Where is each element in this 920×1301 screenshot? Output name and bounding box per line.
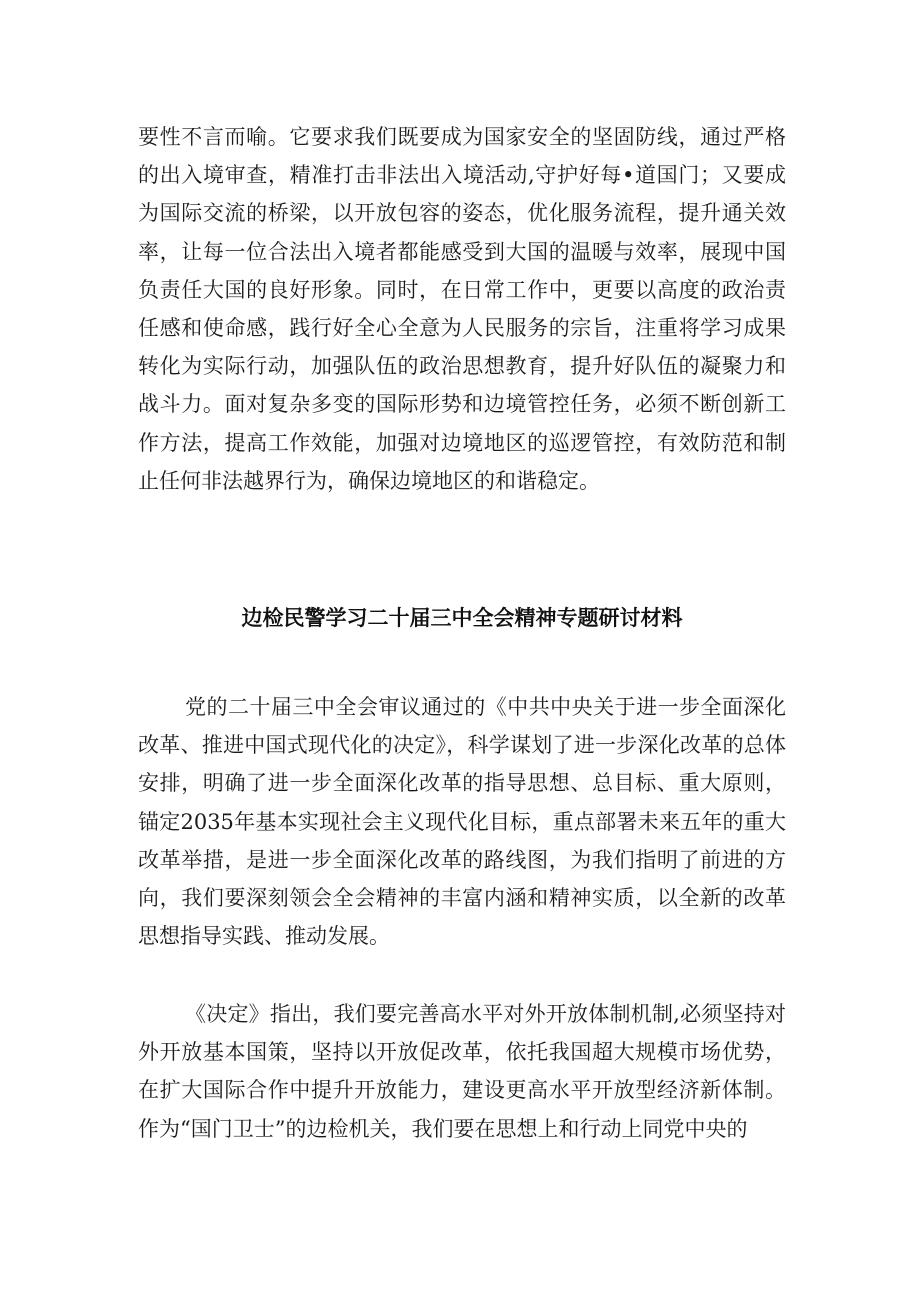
body-paragraph-1: 党的二十届三中全会审议通过的《中共中央关于进一步全面深化改革、推进中国式现代化的决定》，科学谋划了进一步深化改革的总体安排，明确了进一步全面深化改革的指导思想、总目标、重大原则，锚定2035年基本实现社会主义现代化目标，重点部署未来五年的重大改革举措，是进一步全面深化改革的路线图，为我们指明了前进的方向，我们要深刻领会全会精神的丰富内涵和精神实质，以全新的改革思想指导实践、推动发展。 (138, 695, 786, 949)
section-title: 边检民警学习二十届三中全会精神专题研讨材料 (241, 606, 683, 630)
body-paragraph-2: 《决定》指出，我们要完善高水平对外开放体制机制,必须坚持对外开放基本国策，坚持以开放促改革，依托我国超大规模市场优势，在扩大国际合作中提升开放能力，建设更高水平开放型经济新体制。作为“国门卫士”的边检机关，我们要在思想上和行动上同党中央的 (138, 1002, 786, 1141)
continuation-paragraph: 要性不言而喻。它要求我们既要成为国家安全的坚固防线，通过严格的出入境审查，精准打击非法出入境活动,守护好每•道国门；又要成为国际交流的桥梁，以开放包容的姿态，优化服务流程，提升通关效率，让每一位合法出入境者都能感受到大国的温暖与效率，展现中国负责任大国的良好形象。同时，在日常工作中，更要以高度的政治责任感和使命感，践行好全心全意为人民服务的宗旨，注重将学习成果转化为实际行动，加强队伍的政治思想教育，提升好队伍的凝聚力和战斗力。面对复杂多变的国际形势和边境管控任务，必须不断创新工作方法，提高工作效能，加强对边境地区的巡逻管控，有效防范和制止任何非法越界行为，确保边境地区的和谐稳定。 (138, 125, 786, 493)
